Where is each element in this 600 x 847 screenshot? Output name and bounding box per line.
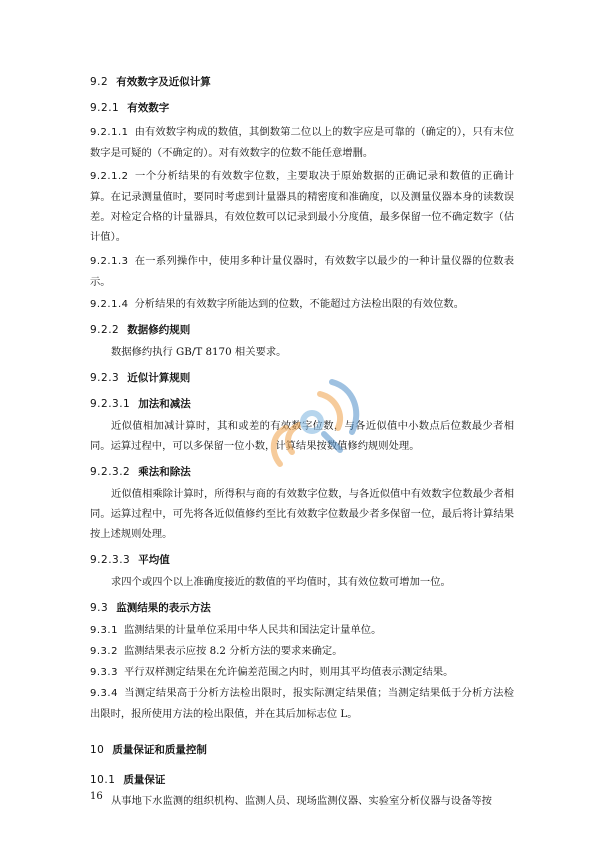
- paragraph: [90, 620, 514, 641]
- page-number: 16: [90, 791, 103, 802]
- paragraph-text: 分析结果的有效数字所能达到的位数，不能超过方法检出限的有效位数。: [134, 298, 464, 310]
- section-title: 乘法和除法: [138, 466, 191, 478]
- watermark-logo-icon: [262, 372, 372, 482]
- section-title: 加法和减法: [138, 398, 191, 410]
- watermark-stroke: [288, 424, 302, 452]
- clause-number: 9.2.1.3: [90, 256, 129, 267]
- paragraph: [90, 251, 514, 292]
- paragraph: [90, 683, 514, 724]
- paragraph-text: 从事地下水监测的组织机构、监测人员、现场监测仪器、实验室分析仪器与设备等按: [111, 795, 492, 807]
- section-title: 数据修约规则: [127, 324, 191, 336]
- section-title: 有效数字及近似计算: [116, 76, 211, 88]
- section-heading: [90, 552, 170, 567]
- clause-number: 9.2.1.4: [90, 299, 129, 310]
- paragraph: [90, 166, 514, 247]
- clause-number: 9.2.1.1: [90, 127, 129, 138]
- section-title: 监测结果的表示方法: [116, 602, 211, 614]
- section-heading: [90, 74, 211, 89]
- section-title: 质量保证和质量控制: [112, 744, 207, 756]
- paragraph-text: 近似值相加减计算时，其和或差的有效数字位数，与各近似值中小数点后位数最少者相同。运算过程中，可以多保留一位小数，计算结果按数值修约规则处理。: [90, 420, 514, 452]
- paragraph-text: 一个分析结果的有效数字位数，主要取决于原始数据的正确记录和数值的正确计算。在记录测量值时，要同时考虑到计量器具的精密度和准确度，以及测量仪器本身的读数误差。对检定合格的计量器具，有效位数可以记录到最小分度值，最多保留一位不确定数字（估计值）。: [90, 170, 514, 243]
- section-number: 10.1: [90, 774, 116, 786]
- section-title: 质量保证: [123, 774, 166, 786]
- section-number: 9.2: [90, 76, 109, 88]
- section-heading: [90, 464, 191, 479]
- clause-number: 9.2.1.2: [90, 171, 129, 182]
- paragraph-text: 平行双样测定结果在允许偏差范围之内时，则用其平均值表示测定结果。: [123, 666, 454, 678]
- paragraph: [90, 641, 514, 662]
- section-number: 10: [90, 744, 105, 756]
- paragraph-text: 监测结果表示应按 8.2 分析方法的要求来确定。: [123, 645, 343, 657]
- section-heading: [90, 742, 207, 757]
- clause-number: 9.3.2: [90, 646, 118, 657]
- section-heading: [90, 100, 169, 115]
- section-heading: [90, 772, 165, 787]
- section-number: 9.2.3.3: [90, 554, 131, 566]
- section-number: 9.2.3: [90, 372, 120, 384]
- watermark-stroke: [303, 413, 321, 431]
- paragraph: [90, 791, 514, 811]
- section-heading: [90, 370, 190, 385]
- section-number: 9.2.3.1: [90, 398, 131, 410]
- paragraph-text: 在一系列操作中，使用多种计量仪器时，有效数字以最少的一种计量仪器的位数表示。: [90, 255, 514, 288]
- paragraph: [90, 662, 514, 683]
- section-number: 9.2.1: [90, 102, 120, 114]
- section-heading: [90, 396, 191, 411]
- section-number: 9.2.3.2: [90, 466, 131, 478]
- clause-number: 9.3.4: [90, 688, 118, 699]
- paragraph: [90, 122, 514, 163]
- paragraph: [90, 294, 514, 315]
- clause-number: 9.3.3: [90, 667, 118, 678]
- paragraph: [90, 572, 514, 592]
- section-title: 有效数字: [127, 102, 170, 114]
- section-heading: [90, 600, 211, 615]
- watermark-stroke: [274, 428, 286, 464]
- paragraph-text: 由有效数字构成的数值，其倒数第二位以上的数字应是可靠的（确定的），只有末位数字是可疑的（不确定的）。对有效数字的位数不能任意增删。: [90, 126, 514, 159]
- paragraph-text: 求四个或四个以上准确度接近的数值的平均值时，其有效位数可增加一位。: [111, 576, 451, 588]
- paragraph: [90, 484, 514, 544]
- paragraph-text: 监测结果的计量单位采用中华人民共和国法定计量单位。: [123, 624, 382, 636]
- paragraph-text: 当测定结果高于分析方法检出限时，报实际测定结果值；当测定结果低于分析方法检出限时，报所使用方法的检出限值，并在其后加标志位 L。: [90, 687, 514, 720]
- section-title: 平均值: [138, 554, 170, 566]
- clause-number: 9.3.1: [90, 625, 118, 636]
- section-number: 9.3: [90, 602, 109, 614]
- section-number: 9.2.2: [90, 324, 120, 336]
- section-heading: [90, 322, 190, 337]
- paragraph-text: 数据修约执行 GB/T 8170 相关要求。: [111, 346, 287, 358]
- paragraph-text: 近似值相乘除计算时，所得积与商的有效数字位数，与各近似值中有效数字位数最少者相同。运算过程中，可先将各近似值修约至比有效数字位数最少者多保留一位，最后将计算结果按上述规则处理。: [90, 488, 514, 540]
- watermark-stroke: [324, 434, 340, 450]
- paragraph: [90, 342, 514, 362]
- section-title: 近似计算规则: [127, 372, 191, 384]
